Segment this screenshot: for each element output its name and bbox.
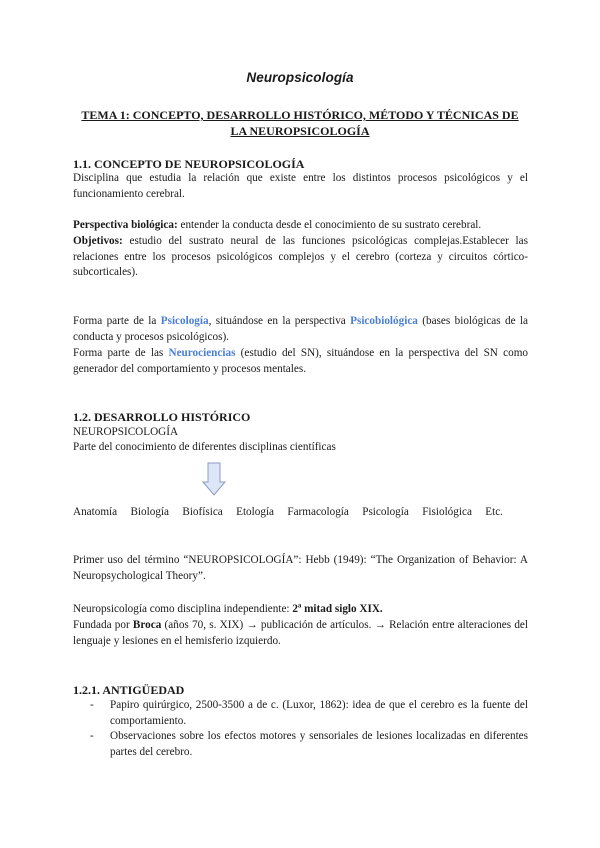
- discipline-item: Farmacología: [287, 506, 349, 518]
- text-run: Forma parte de las: [73, 347, 169, 359]
- perspective-text: entender la conducta desde el conocimiento de su sustrato cerebral.: [177, 219, 482, 231]
- disciplines-list: [73, 506, 503, 518]
- logo-text: europsicología: [256, 70, 354, 85]
- title-line-2: LA NEUROPSICOLOGÍA: [230, 124, 370, 138]
- list-item-text: Observaciones sobre los efectos motores y sensoriales de lesiones localizadas en diferentes partes del cerebro.: [110, 730, 528, 758]
- independent-discipline-paragraph: [73, 602, 528, 618]
- discipline-item: Fisiológica: [422, 506, 472, 518]
- founded-paragraph: [73, 618, 528, 649]
- down-arrow-icon: [202, 462, 226, 496]
- psychology-paragraph: [73, 314, 528, 345]
- discipline-item: Etología: [236, 506, 275, 518]
- text-run: Fundada por: [73, 619, 133, 631]
- neuroscience-paragraph: [73, 346, 528, 377]
- text-run: (bases biológicas de la conducta y procesos psicológicos).: [73, 315, 529, 343]
- dash-bullet: -: [90, 730, 94, 742]
- discipline-item: Etc.: [485, 506, 503, 518]
- logo: [0, 70, 600, 85]
- discipline-item: Psicología: [362, 506, 409, 518]
- section-heading-history: 1.2. DESARROLLO HISTÓRICO: [73, 410, 251, 424]
- discipline-item: Biología: [130, 506, 170, 518]
- page-title: [73, 107, 527, 139]
- list-item-text: Papiro quirúrgico, 2500-3500 a de c. (Luxor, 1862): idea de que el cerebro es la fuente del comportamiento.: [110, 699, 528, 727]
- neuroscience-term: Neurociencias: [168, 347, 236, 359]
- list-item: [73, 729, 528, 760]
- broca-name: Broca: [132, 619, 162, 631]
- perspective-paragraph: [73, 218, 528, 234]
- section-heading-antiquity: 1.2.1. ANTIGÜEDAD: [73, 683, 185, 697]
- subheading-neuropsychology: NEUROPSICOLOGÍA: [73, 426, 179, 438]
- objectives-text: estudio del sustrato neural de las funciones psicológicas complejas.Establecer las relaciones entre los procesos psicológicos complejos y el cerebro (corteza y circuitos córtico-subcorticales).: [73, 235, 528, 278]
- text-run: , situándose en la perspectiva: [208, 315, 351, 327]
- list-item: [73, 698, 528, 729]
- perspective-label: Perspectiva biológica:: [73, 219, 178, 231]
- text-run: Forma parte de la: [73, 315, 161, 327]
- psychology-term: Psicología: [160, 315, 209, 327]
- antiquity-list: [73, 698, 528, 760]
- disciplines-intro: Parte del conocimiento de diferentes disciplinas científicas: [73, 441, 336, 453]
- text-run: (años 70, s. XIX) → publicación de artículos. → Relación entre alteraciones del lenguaje y lesiones en el hemisferio izquierdo.: [73, 619, 528, 647]
- section-heading-concept: 1.1. CONCEPTO DE NEUROPSICOLOGÍA: [73, 157, 305, 171]
- discipline-item: Biofísica: [182, 506, 223, 518]
- psychobiology-term: Psicobiológica: [350, 315, 418, 327]
- discipline-item: Anatomía: [73, 506, 118, 518]
- objectives-label: Objetivos:: [73, 235, 123, 247]
- title-line-1: TEMA 1: CONCEPTO, DESARROLLO HISTÓRICO, MÉTODO Y TÉCNICAS DE: [81, 108, 519, 122]
- text-run: (estudio del SN), situándose en la perspectiva del SN como generador del comportamiento y procesos mentales.: [73, 347, 528, 375]
- independent-date: 2ª mitad siglo XIX.: [292, 603, 383, 615]
- logo-initial: N: [246, 70, 257, 85]
- dash-bullet: -: [90, 699, 94, 711]
- text-run: Neuropsicología como disciplina independiente:: [73, 603, 293, 615]
- definition-paragraph: Disciplina que estudia la relación que existe entre los distintos procesos psicológicos y el funcionamiento cerebral.: [73, 172, 528, 200]
- first-use-paragraph: Primer uso del término “NEUROPSICOLOGÍA”: Hebb (1949): “The Organization of Behavior: A Neuropsychological Theory”.: [73, 554, 528, 582]
- objectives-paragraph: [73, 234, 528, 281]
